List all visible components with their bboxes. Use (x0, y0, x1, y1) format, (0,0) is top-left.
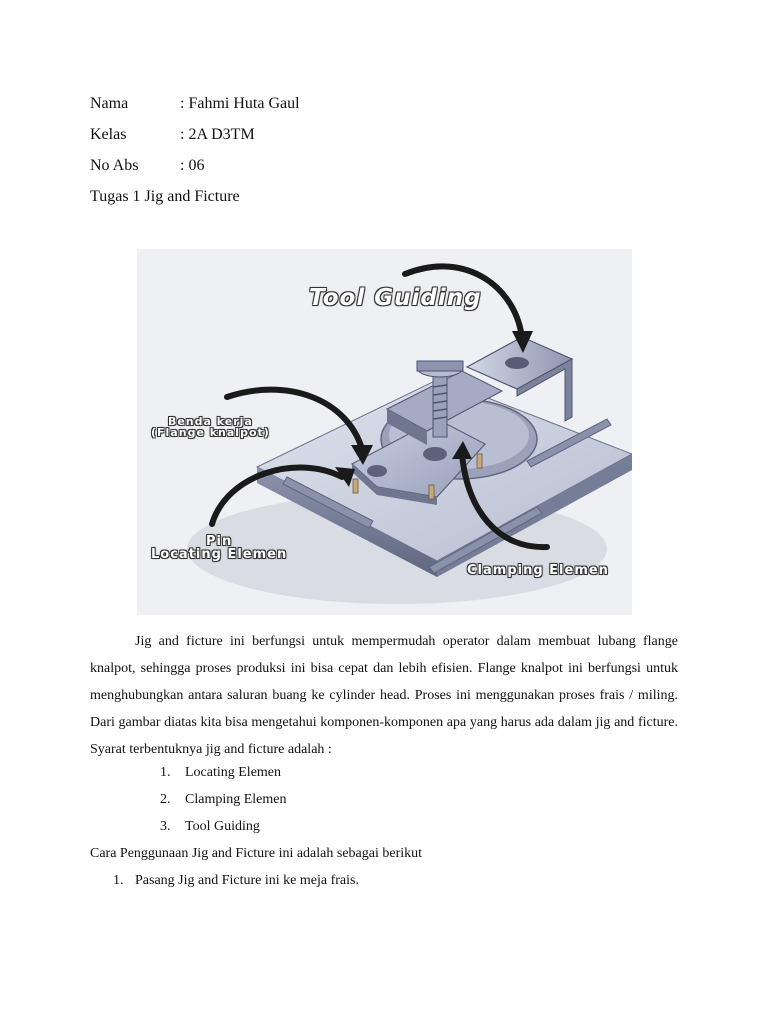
tool-guiding-label: Tool Guiding (309, 285, 482, 311)
usage-heading: Cara Penggunaan Jig and Ficture ini adalah sebagai berikut (90, 846, 423, 861)
step-number: 1. (113, 873, 124, 888)
pin-line2: Locating Elemen (151, 547, 288, 562)
pin-line1: Pin (205, 534, 233, 549)
nama-row (90, 94, 300, 114)
list-text: Locating Elemen (185, 765, 282, 780)
step-item (113, 871, 359, 891)
nama-label: Nama (90, 95, 129, 112)
kelas-row (90, 125, 255, 145)
no-abs-label: No Abs (90, 157, 139, 174)
clamping-label: Clamping Elemen (467, 563, 609, 578)
requirement-item (160, 790, 286, 810)
requirement-item (160, 763, 281, 783)
list-number: 3. (160, 819, 171, 834)
benda-kerja-line2: (Flange knalpot) (151, 426, 270, 439)
pin-locating-label (151, 535, 287, 561)
requirement-item (160, 817, 260, 837)
kelas-value: : 2A D3TM (180, 126, 255, 143)
no-abs-value: : 06 (180, 157, 205, 174)
list-number: 1. (160, 765, 171, 780)
kelas-label: Kelas (90, 126, 127, 143)
nama-value: : Fahmi Huta Gaul (180, 95, 300, 112)
no-abs-row (90, 156, 204, 176)
step-text: Pasang Jig and Ficture ini ke meja frais. (135, 873, 359, 888)
benda-kerja-line1: Benda kerja (167, 415, 253, 428)
jig-fixture-figure (137, 249, 632, 615)
body-paragraph: Jig and ficture ini berfungsi untuk mempermudah operator dalam membuat lubang flange knalpot, sehingga proses produksi ini bisa cepat dan lebih efisien. Flange knalpot ini berfungsi untuk menghubungkan antara saluran buang ke cylinder head. Proses ini menggunakan proses frais / miling. Dari gambar diatas kita bisa mengetahui komponen-komponen apa yang harus ada dalam jig and ficture. Syarat terbentuknya jig and ficture adalah : (90, 634, 678, 757)
list-text: Tool Guiding (185, 819, 260, 834)
list-text: Clamping Elemen (185, 792, 287, 807)
assignment-title: Tugas 1 Jig and Ficture (90, 188, 240, 205)
list-number: 2. (160, 792, 171, 807)
benda-kerja-label (151, 416, 270, 438)
